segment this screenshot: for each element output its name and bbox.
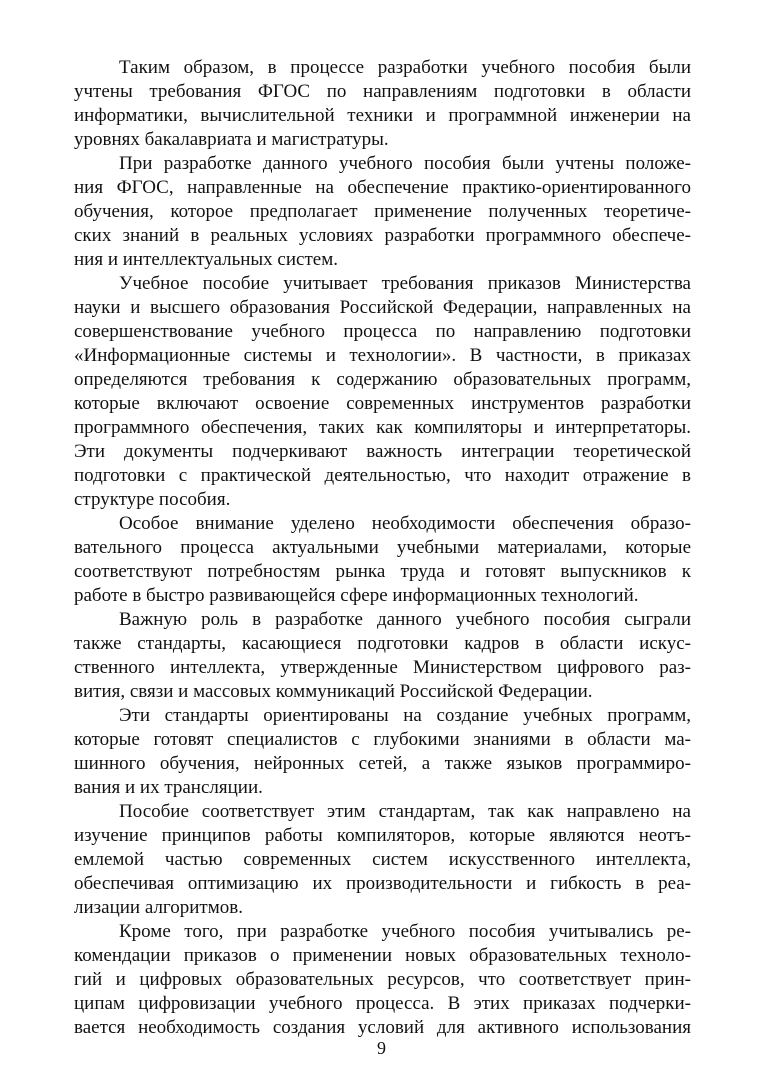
paragraph — [74, 512, 691, 608]
text-line: Эти стандарты ориентированы на создание учебных программ, — [119, 705, 691, 726]
paragraph — [74, 800, 691, 920]
text-line: ния и интеллектуальных систем. — [74, 249, 338, 270]
text-line: также стандарты, касающиеся подготовки кадров в области искус- — [74, 633, 691, 654]
text-line: ственного интеллекта, утвержденные Министерством цифрового раз- — [74, 657, 691, 678]
text-line: изучение принципов работы компиляторов, которые являются неотъ- — [74, 825, 691, 846]
paragraph — [74, 920, 691, 1040]
text-line: соответствуют потребностям рынка труда и готовят выпускников к — [74, 561, 691, 582]
text-line: Кроме того, при разработке учебного пособия учитывались ре- — [119, 921, 691, 942]
paragraph — [74, 152, 691, 272]
text-line: ципам цифровизации учебного процесса. В этих приказах подчерки- — [74, 993, 691, 1014]
text-line: Особое внимание уделено необходимости обеспечения образо- — [119, 513, 691, 534]
text-line: вания и их трансляции. — [74, 777, 263, 798]
body-text — [74, 56, 691, 1040]
text-line: которые включают освоение современных инструментов разработки — [74, 393, 691, 414]
paragraph — [74, 704, 691, 800]
text-line: Учебное пособие учитывает требования приказов Министерства — [119, 273, 691, 294]
text-line: лизации алгоритмов. — [74, 897, 243, 918]
text-line: работе в быстро развивающейся сфере информационных технологий. — [74, 585, 639, 606]
text-line: Важную роль в разработке данного учебного пособия сыграли — [119, 609, 691, 630]
text-line: подготовки с практической деятельностью, что находит отражение в — [74, 465, 691, 486]
text-line: определяются требования к содержанию образовательных программ, — [74, 369, 691, 390]
text-line: информатики, вычислительной техники и программной инженерии на — [74, 105, 691, 126]
text-line: совершенствование учебного процесса по направлению подготовки — [74, 321, 691, 342]
text-line: вательного процесса актуальными учебными материалами, которые — [74, 537, 691, 558]
paragraph — [74, 608, 691, 704]
text-line: программного обеспечения, таких как компиляторы и интерпретаторы. — [74, 417, 691, 438]
text-line: емлемой частью современных систем искусственного интеллекта, — [74, 849, 691, 870]
text-line: вается необходимость создания условий для активного использования — [74, 1017, 691, 1038]
text-line: науки и высшего образования Российской Федерации, направленных на — [74, 297, 691, 318]
text-line: Пособие соответствует этим стандартам, так как направлено на — [119, 801, 691, 822]
text-line: гий и цифровых образовательных ресурсов, что соответствует прин- — [74, 969, 691, 990]
text-line: учтены требования ФГОС по направлениям подготовки в области — [74, 81, 691, 102]
text-line: обеспечивая оптимизацию их производительности и гибкость в реа- — [74, 873, 691, 894]
text-line: которые готовят специалистов с глубокими знаниями в области ма- — [74, 729, 691, 750]
text-line: комендации приказов о применении новых образовательных техноло- — [74, 945, 691, 966]
text-line: «Информационные системы и технологии». В частности, в приказах — [74, 345, 691, 366]
text-line: обучения, которое предполагает применение полученных теоретиче- — [74, 201, 691, 222]
page-number: 9 — [377, 1038, 386, 1058]
paragraph — [74, 272, 691, 512]
text-line: шинного обучения, нейронных сетей, а также языков программиро- — [74, 753, 691, 774]
text-line: структуре пособия. — [74, 489, 231, 510]
text-line: Эти документы подчеркивают важность интеграции теоретической — [74, 441, 691, 462]
text-line: вития, связи и массовых коммуникаций Российской Федерации. — [74, 681, 593, 702]
text-line: уровнях бакалавриата и магистратуры. — [74, 129, 389, 150]
text-line: Таким образом, в процессе разработки учебного пособия были — [119, 57, 691, 78]
paragraph — [74, 56, 691, 152]
text-line: При разработке данного учебного пособия были учтены положе- — [119, 153, 691, 174]
text-line: ния ФГОС, направленные на обеспечение практико-ориентированного — [74, 177, 691, 198]
text-line: ских знаний в реальных условиях разработки программного обеспече- — [74, 225, 691, 246]
